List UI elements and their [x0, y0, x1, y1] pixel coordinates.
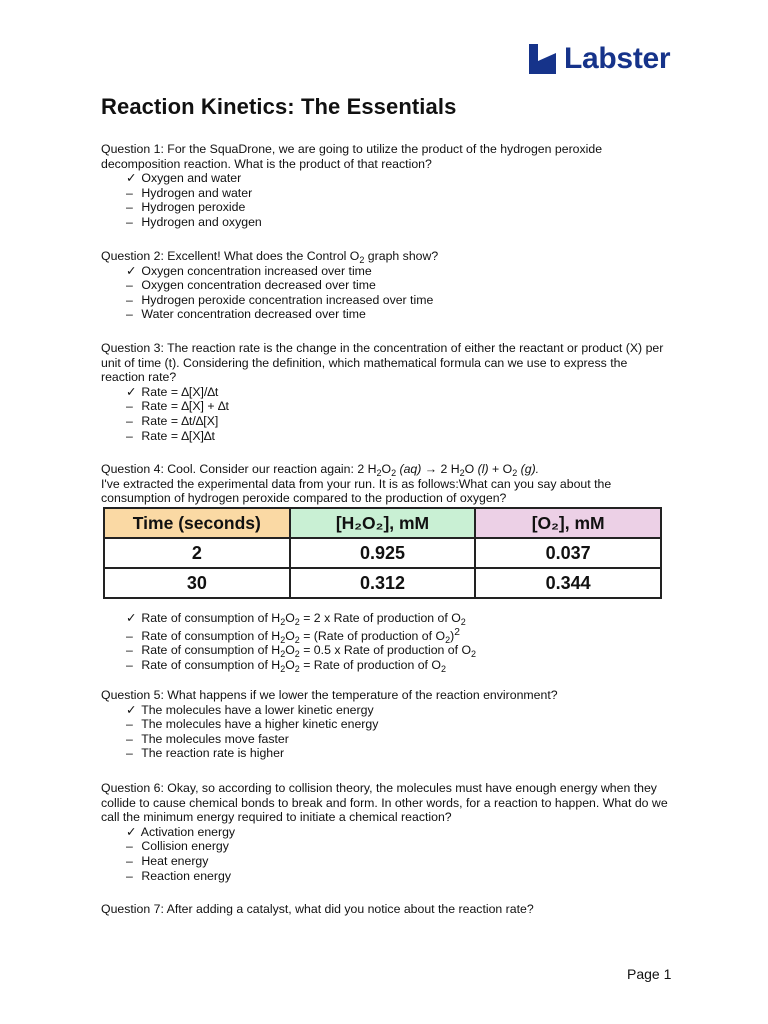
- question-4-answers: [101, 611, 671, 672]
- dash-mark: –: [126, 278, 133, 293]
- dash-mark: –: [126, 746, 133, 761]
- check-mark: ✓: [126, 611, 137, 625]
- option-correct: ✓ Rate = ∆[X]/∆t: [126, 384, 219, 399]
- dash-mark: –: [126, 399, 133, 414]
- option: – Rate of consumption of $H_2O_2 = 0.5$ x Rate of production of $O_2$: [126, 643, 477, 660]
- option: – Rate = ∆t/∆[X]: [126, 413, 219, 428]
- option: – Rate of consumption of $H_2O_2$ = Rate of production of $O_2$: [126, 657, 446, 674]
- dash-mark: –: [126, 200, 133, 215]
- dash-mark: –: [126, 868, 133, 883]
- dash-mark: –: [126, 413, 133, 428]
- question-5-text: Question 5: What happens if we lower the temperature of the reaction environment?: [101, 688, 558, 702]
- question-4-text: Question 4: Cool. Consider our reaction again: 2 $H_2O_2$ (aq) → 2 $H_2O$ $(l) + O_2$ (g).: [101, 462, 540, 478]
- question-4: [101, 462, 671, 506]
- labster-logo: [529, 44, 670, 74]
- dash-mark: –: [126, 628, 133, 643]
- table-cell: 0.037: [475, 538, 661, 568]
- option: – Rate = ∆[X] + ∆t: [126, 399, 229, 414]
- option: – Reaction energy: [126, 868, 231, 883]
- question-4-options: [101, 611, 671, 672]
- question-1-options: [101, 171, 671, 229]
- labster-logo-icon: [529, 44, 557, 74]
- option: – Hydrogen and water: [126, 185, 253, 200]
- option: – Rate of consumption of $H_2O_2$ = (Rate of production of $O_2)^2$: [126, 626, 460, 645]
- col-header-o2: [O₂], mM: [475, 508, 661, 538]
- check-mark: ✓: [126, 171, 137, 186]
- option: – Hydrogen peroxide concentration increased over time: [126, 292, 434, 307]
- question-5-options: [101, 703, 671, 761]
- question-4-continuation: I've extracted the experimental data from your run. It is as follows:What can you say about the consumption of hydrogen peroxide compared to the production of oxygen?: [101, 476, 612, 506]
- dash-mark: –: [126, 643, 133, 658]
- dash-mark: –: [126, 853, 133, 868]
- table-cell: 2: [104, 538, 290, 568]
- option: – The reaction rate is higher: [126, 746, 285, 761]
- labster-wordmark: Labster: [564, 42, 671, 75]
- question-3-options: [101, 385, 671, 443]
- check-mark: ✓: [126, 702, 137, 717]
- dash-mark: –: [126, 292, 133, 307]
- dash-mark: –: [126, 185, 133, 200]
- option: – Hydrogen and oxygen: [126, 214, 262, 229]
- dash-mark: –: [126, 731, 133, 746]
- table-cell: 0.344: [475, 568, 661, 598]
- table-cell: 0.925: [290, 538, 476, 568]
- question-7-text: Question 7: After adding a catalyst, what did you notice about the reaction rate?: [101, 902, 534, 916]
- document-title: Reaction Kinetics: The Essentials: [101, 94, 457, 119]
- question-2: [101, 249, 671, 322]
- table-row: [104, 568, 661, 598]
- table-cell: 30: [104, 568, 290, 598]
- dash-mark: –: [126, 839, 133, 854]
- option: – The molecules have a higher kinetic energy: [126, 717, 379, 732]
- option-correct: ✓ Oxygen concentration increased over time: [126, 263, 372, 278]
- col-header-time: Time (seconds): [104, 508, 290, 538]
- experimental-data-table: [103, 507, 662, 599]
- option-correct: ✓ Oxygen and water: [126, 171, 242, 186]
- check-mark: ✓: [126, 263, 137, 278]
- table-row: [104, 538, 661, 568]
- table-header-row: [104, 508, 661, 538]
- question-1: [101, 142, 671, 230]
- option-correct: ✓ Activation energy: [126, 824, 236, 839]
- option: – The molecules move faster: [126, 731, 289, 746]
- question-2-options: [101, 264, 671, 322]
- dash-mark: –: [126, 214, 133, 229]
- question-5: [101, 688, 671, 761]
- page-number: Page 1: [627, 966, 672, 982]
- option: – Rate = ∆[X]∆t: [126, 428, 215, 443]
- question-6-text: Question 6: Okay, so according to collision theory, the molecules must have enough energy when they collide to cause chemical bonds to break and form. In other words, for a reaction to happen. What do we call the minimum energy required to initiate a chemical reaction?: [101, 781, 668, 825]
- table-cell: 0.312: [290, 568, 476, 598]
- option-correct: ✓ The molecules have a lower kinetic energy: [126, 702, 374, 717]
- option: – Hydrogen peroxide: [126, 200, 246, 215]
- option: – Heat energy: [126, 853, 209, 868]
- dash-mark: –: [126, 428, 133, 443]
- option: – Collision energy: [126, 839, 229, 854]
- question-2-text: Question 2: Excellent! What does the Control $O_2$ graph show?: [101, 249, 439, 265]
- question-3: [101, 341, 671, 443]
- dash-mark: –: [126, 307, 133, 322]
- option: – Water concentration decreased over time: [126, 307, 366, 322]
- check-mark: ✓: [126, 824, 137, 839]
- dash-mark: –: [126, 657, 133, 672]
- question-6: [101, 781, 671, 883]
- check-mark: ✓: [126, 384, 137, 399]
- question-7: [101, 902, 671, 917]
- option: – Oxygen concentration decreased over time: [126, 278, 376, 293]
- dash-mark: –: [126, 717, 133, 732]
- question-3-text: Question 3: The reaction rate is the change in the concentration of either the reactant or product (X) per unit of time (t). Considering the definition, which mathematical formula can we use to express the reaction rate?: [101, 341, 664, 385]
- option-correct: ✓ Rate of consumption of $H_2O_2 = 2$ x Rate of production of $O_2$: [126, 611, 466, 627]
- question-1-text: Question 1: For the SquaDrone, we are going to utilize the product of the hydrogen peroxide decomposition reaction. What is the product of that reaction?: [101, 142, 603, 171]
- col-header-h2o2: [H₂O₂], mM: [290, 508, 476, 538]
- question-6-options: [101, 825, 671, 883]
